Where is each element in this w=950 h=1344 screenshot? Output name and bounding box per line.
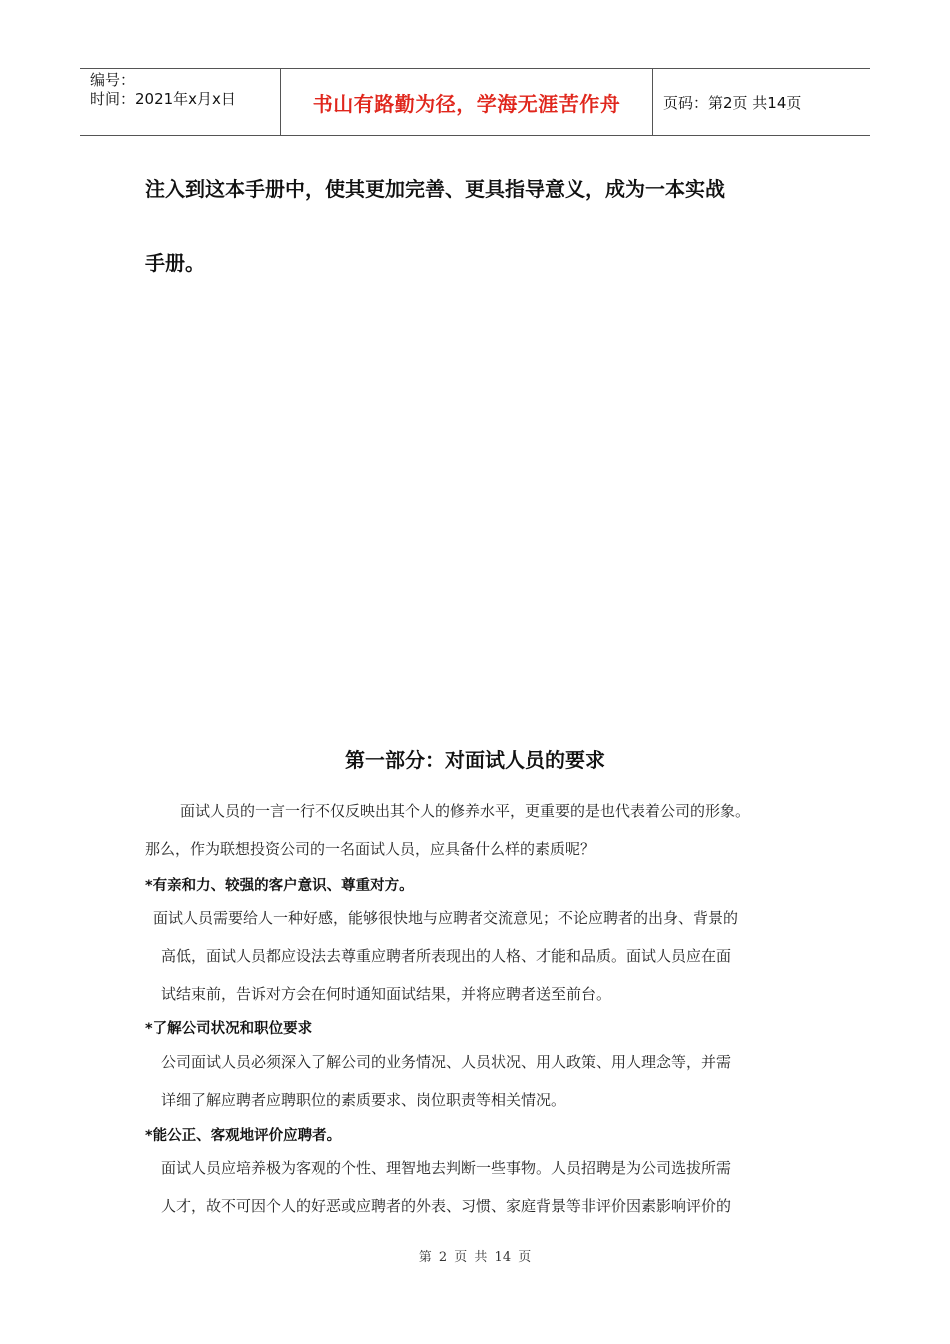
header-page-code: 页码：第2页 共14页 (663, 93, 802, 112)
section-title: 第一部分：对面试人员的要求 (345, 748, 605, 772)
item3-line-2: 人才，故不可因个人的好恶或应聘者的外表、习惯、家庭背景等非评价因素影响评价的 (161, 1197, 732, 1215)
item2-line-1: 公司面试人员必须深入了解公司的业务情况、人员状况、用人政策、用人理念等，并需 (161, 1053, 732, 1071)
header-number-label: 编号： (90, 71, 136, 89)
item1-line-2: 高低，面试人员都应设法去尊重应聘者所表现出的人格、才能和品质。面试人员应在面 (161, 947, 732, 965)
para1-line-2: 那么，作为联想投资公司的一名面试人员，应具备什么样的素质呢？ (145, 840, 596, 858)
item1-title: *有亲和力、较强的客户意识、尊重对方。 (145, 878, 414, 894)
item2-line-2: 详细了解应聘者应聘职位的素质要求、岗位职责等相关情况。 (161, 1091, 567, 1109)
page-footer: 第 2 页 共 14 页 (418, 1250, 532, 1265)
item1-line-1: 面试人员需要给人一种好感，能够很快地与应聘者交流意见；不论应聘者的出身、背景的 (153, 909, 739, 927)
document-header (80, 68, 870, 136)
item1-line-3: 试结束前，告诉对方会在何时通知面试结果，并将应聘者送至前台。 (161, 985, 612, 1003)
item2-title: *了解公司状况和职位要求 (145, 1021, 313, 1037)
intro-line-2: 手册。 (145, 251, 205, 275)
header-motto: 书山有路勤为径，学海无涯苦作舟 (281, 69, 653, 135)
para1-line-1: 面试人员的一言一行不仅反映出其个人的修养水平，更重要的是也代表着公司的形象。 (180, 802, 751, 820)
item3-title: *能公正、客观地评价应聘者。 (145, 1128, 342, 1144)
header-meta (80, 69, 281, 135)
item3-line-1: 面试人员应培养极为客观的个性、理智地去判断一些事物。人员招聘是为公司选拔所需 (161, 1159, 732, 1177)
intro-line-1: 注入到这本手册中，使其更加完善、更具指导意义，成为一本实战 (145, 177, 725, 201)
header-time-label: 时间：2021年x月x日 (90, 90, 236, 108)
